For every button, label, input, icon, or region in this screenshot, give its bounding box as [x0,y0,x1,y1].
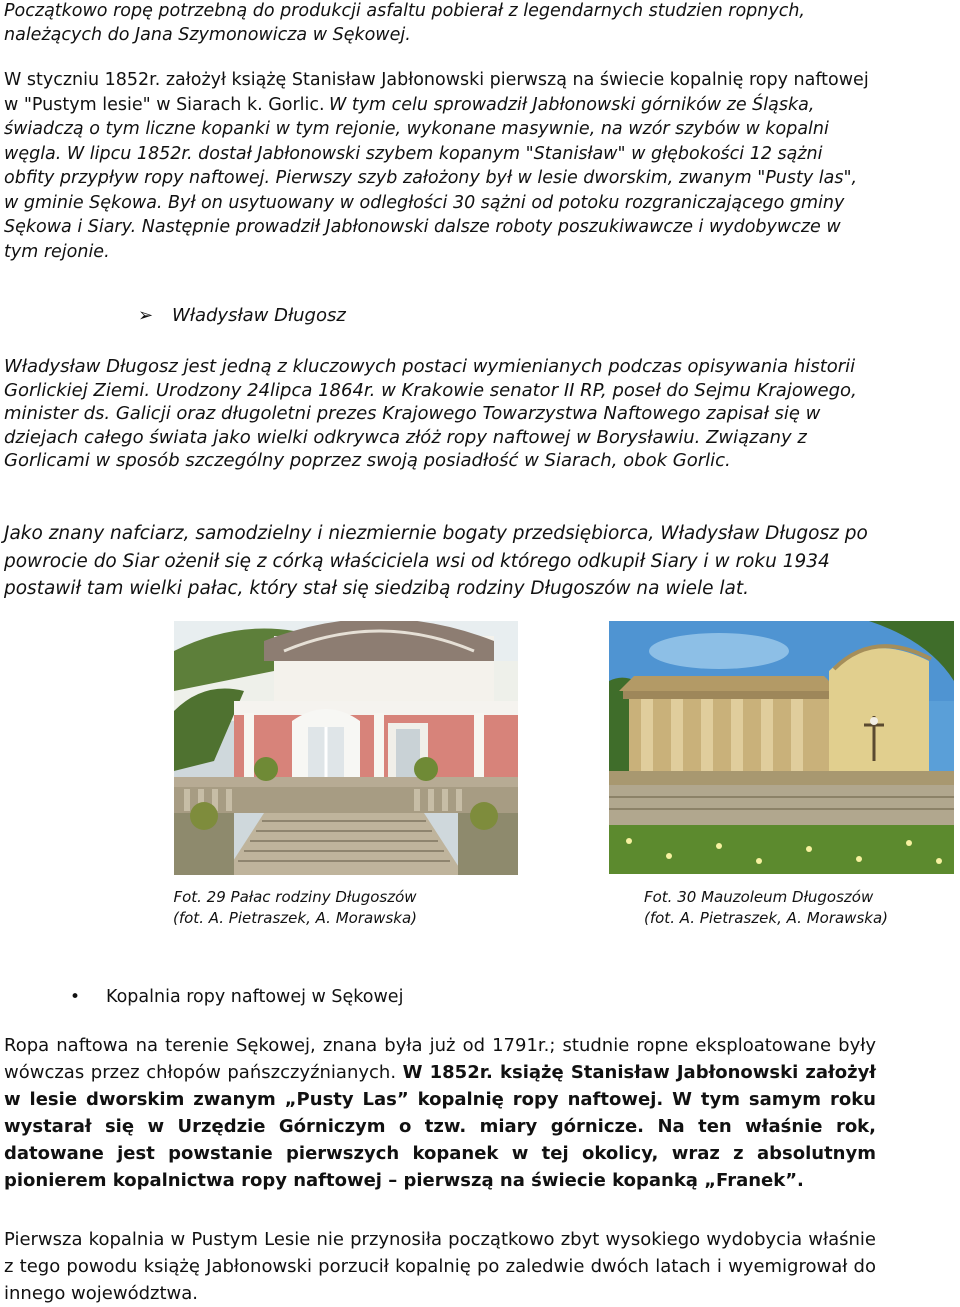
arrow-bullet-icon: ➢ [138,305,154,326]
section-heading-text: Władysław Długosz [172,305,346,326]
paragraph-ropa-plain: Ropa naftowa na terenie Sękowej, znana była już od 1791r.; studnie ropne eksploatowane były wówczas przez chłopów pańszczyźnianych. [4,1035,876,1083]
palace-illustration [174,621,518,875]
paragraph-dlugosz: Władysław Długosz jest jedną z kluczowych postaci wymienianych podczas opisywania historii Gorlickiej Ziemi. Urodzony 24lipca 1864r. w Krakowie senator II RP, poseł do Sejmu Krajowego, minister ds. Galicji oraz długoletni prezes Krajowego Towarzystwa Naftowego zapisał się w dziejach całego świata jako wielki odkrywca złóż ropy naftowej w Borysławiu. Związany z Gorlicami w sposób szczególny poprzez swoją posiadłość w Siarach, obok Gorlic. [4,356,857,471]
section-heading-kopalnia [70,985,403,1009]
paragraph-1852-upright: W styczniu 1852r. założył książę Stanisław Jabłonowski pierwszą na świecie kopalnię ropy naftowej w "Pustym lesie" w Siarach k. Gorlic. [4,70,869,115]
section-heading-dlugosz [138,304,346,328]
paragraph-ropa-naftowa [4,1032,876,1194]
photo-caption-mausoleum: Fot. 30 Mauzoleum Długoszów (fot. A. Pietraszek, A. Morawska) [644,888,888,927]
photo-caption-palace: Fot. 29 Pałac rodziny Długoszów (fot. A. Pietraszek, A. Morawska) [173,888,417,927]
paragraph-1852 [4,68,876,264]
photo-mausoleum [609,621,954,874]
bullet-icon: • [70,987,81,1007]
paragraph-nafciarz: Jako znany nafciarz, samodzielny i niezmiernie bogaty przedsiębiorca, Władysław Długosz po powrocie do Siar ożenił się z córką właściciela wsi od którego odkupił Siary i w roku 1934 postawił tam wielki pałac, który stał się siedzibą rodziny Długoszów na wiele lat. [4,523,868,599]
paragraph-ropa-bold: W 1852r. książę Stanisław Jabłonowski założył w lesie dworskim zwanym „Pusty Las” kopalnię ropy naftowej. W tym samym roku wystarał się w Urzędzie Górniczym o tzw. miary górnicze. Na ten właśnie rok, datowane jest powstanie pierwszych kopanek w tej okolicy, wraz z absolutnym pionierem kopalnictwa ropy naftowej – pierwszą na świecie kopanką „Franek”. [4,1062,876,1191]
section-heading-kopalnia-text: Kopalnia ropy naftowej w Sękowej [106,987,404,1007]
paragraph-1852-italic: W tym celu sprowadził Jabłonowski górników ze Śląska, świadczą o tym liczne kopanki w tym rejonie, wykonane masywnie, na wzór szybów w kopalni węgla. W lipcu 1852r. dostał Jabłonowski szybem kopanym "Stanisław" w głębokości 12 sążni obfity przypływ ropy naftowej. Pierwszy szyb założony był w lesie dworskim, zwanym "Pusty las", w gminie Sękowa. Był on usytuowany w odległości 30 sążni od potoku rozgraniczającego gminy Sękowa i Siary. Następnie prowadził Jabłonowski dalsze roboty poszukiwawcze i wydobywcze w tym rejonie. [4,94,858,262]
paragraph-pusty-las: Pierwsza kopalnia w Pustym Lesie nie przynosiła początkowo zbyt wysokiego wydobycia właśnie z tego powodu książę Jabłonowski porzucił kopalnię po zaledwie dwóch latach i wyemigrował do innego województwa. [4,1229,876,1304]
photo-palace [174,621,518,875]
mausoleum-illustration [609,621,954,874]
paragraph-intro: Początkowo ropę potrzebną do produkcji asfaltu pobierał z legendarnych studzien ropnych, należących do Jana Szymonowicza w Sękowej. [4,1,805,45]
